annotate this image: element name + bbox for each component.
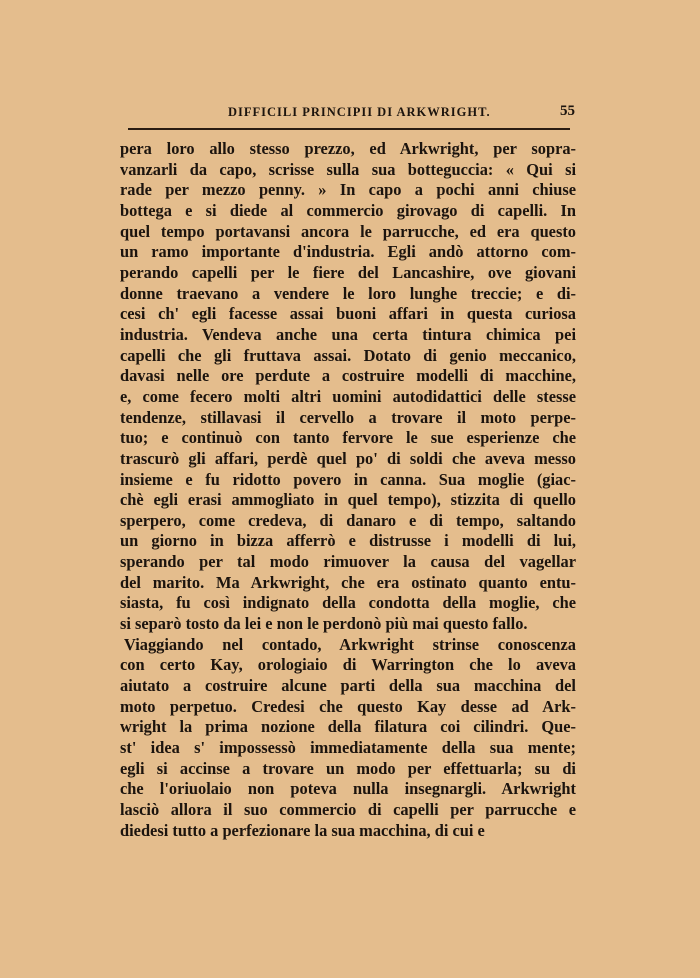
body-text: [120, 139, 576, 841]
text-line: davasi nelle ore perdute a costruire modelli di macchine,: [120, 366, 576, 386]
text-line: insieme e fu ridotto povero in canna. Sua moglie (giac-: [120, 469, 576, 489]
text-line: con certo Kay, orologiaio di Warrington che lo aveva: [120, 655, 576, 675]
text-line: Viaggiando nel contado, Arkwright strinse conoscenza: [124, 634, 576, 654]
paragraph: [120, 139, 576, 635]
text-line: un giorno in bizza afferrò e distrusse i modelli di lui,: [120, 531, 576, 551]
text-line: sperando per tal modo rimuover la causa del vagellar: [120, 552, 576, 572]
header-rule: [128, 128, 570, 130]
text-line: rade per mezzo penny. » In capo a pochi anni chiuse: [120, 180, 576, 200]
text-line: wright la prima nozione della filatura coi cilindri. Que-: [120, 717, 576, 737]
text-line: perando capelli per le fiere del Lancashire, ove giovani: [120, 262, 576, 282]
text-line: e, come fecero molti altri uomini autodidattici delle stesse: [120, 386, 576, 406]
text-line: lasciò allora il suo commercio di capelli per parrucche e: [120, 800, 576, 819]
text-line: si separò tosto da lei e non le perdonò più mai questo fallo.: [120, 614, 528, 634]
text-line: chè egli erasi ammogliato in quel tempo), stizzita di quello: [120, 490, 576, 510]
text-line: tuo; e continuò con tanto fervore le sue esperienze che: [120, 428, 576, 448]
text-line: capelli che gli fruttava assai. Dotato di genio meccanico,: [120, 345, 576, 365]
text-line: bottega e si diede al commercio girovago di capelli. In: [120, 200, 576, 220]
running-head: [120, 103, 575, 123]
text-line: diedesi tutto a perfezionare la sua macchina, di cui e: [120, 820, 485, 840]
page-number: 55: [560, 103, 575, 119]
text-line: del marito. Ma Arkwright, che era ostinato quanto entu-: [120, 572, 576, 592]
text-line: aiutato a costruire alcune parti della sua macchina del: [120, 676, 576, 696]
text-line: che l'oriuolaio non poteva nulla insegnargli. Arkwright: [120, 779, 576, 799]
text-line: cesi ch' egli facesse assai buoni affari in questa curiosa: [120, 304, 576, 324]
text-line: trascurò gli affari, perdè quel po' di soldi che aveva messo: [120, 448, 576, 468]
text-line: vanzarli da capo, scrisse sulla sua botteguccia: « Qui si: [120, 159, 576, 179]
text-line: pera loro allo stesso prezzo, ed Arkwright, per sopra-: [120, 139, 576, 158]
text-line: moto perpetuo. Credesi che questo Kay desse ad Ark-: [120, 696, 576, 716]
text-line: st' idea s' impossessò immediatamente della sua mente;: [120, 738, 576, 758]
text-line: un ramo importante d'industria. Egli andò attorno com-: [120, 242, 576, 262]
text-line: donne traevano a vendere le loro lunghe treccie; e di-: [120, 283, 576, 303]
running-title: DIFFICILI PRINCIPII DI ARKWRIGHT.: [228, 105, 491, 119]
text-line: industria. Vendeva anche una certa tintura chimica pei: [120, 324, 576, 344]
text-line: quel tempo portavansi ancora le parrucche, ed era questo: [120, 221, 576, 241]
text-line: tendenze, stillavasi il cervello a trovare il moto perpe-: [120, 407, 576, 427]
text-line: siasta, fu così indignato della condotta della moglie, che: [120, 593, 576, 613]
text-line: egli si accinse a trovare un modo per effettuarla; su di: [120, 758, 576, 778]
text-line: sperpero, come credeva, di danaro e di tempo, saltando: [120, 510, 576, 530]
paragraph: [120, 635, 576, 842]
